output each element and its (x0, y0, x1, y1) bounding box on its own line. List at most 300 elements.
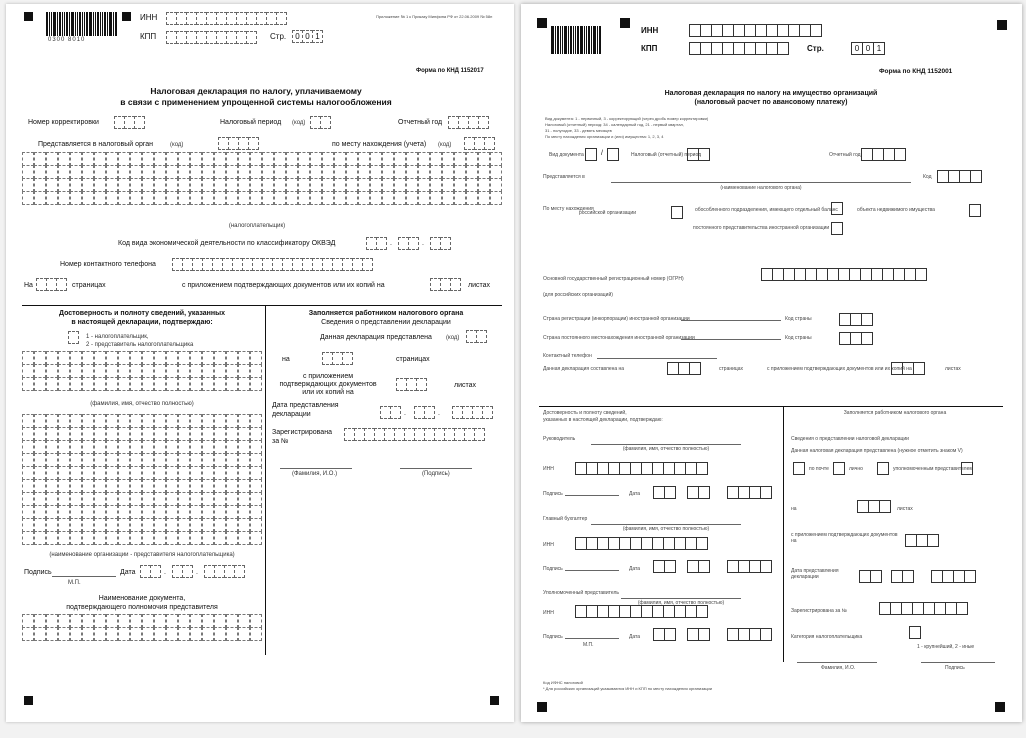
input-cell[interactable] (154, 492, 166, 506)
input-cell[interactable] (70, 414, 82, 428)
input-cell[interactable] (214, 377, 226, 391)
input-cell[interactable] (142, 165, 154, 179)
input-cell[interactable] (106, 518, 118, 532)
input-cell[interactable] (166, 466, 178, 480)
okved-cells-1[interactable] (366, 237, 386, 250)
input-cell[interactable] (202, 351, 214, 365)
input-cell[interactable] (214, 466, 226, 480)
input-cell[interactable] (182, 565, 193, 578)
input-cell[interactable] (106, 440, 118, 454)
input-cell[interactable] (58, 178, 70, 192)
input-cell[interactable] (130, 377, 142, 391)
input-cell[interactable] (94, 351, 106, 365)
input-cell[interactable] (94, 453, 106, 467)
input-cell[interactable] (178, 492, 190, 506)
input-cell[interactable] (190, 191, 202, 205)
input-cell[interactable] (250, 427, 262, 441)
input-cell[interactable] (130, 627, 142, 641)
input-cell[interactable] (94, 377, 106, 391)
input-cell[interactable] (34, 377, 46, 391)
input-cell[interactable] (902, 570, 914, 583)
signer-type-cell[interactable] (68, 331, 78, 344)
input-cell[interactable] (961, 462, 973, 475)
input-cell[interactable] (82, 377, 94, 391)
input-cell[interactable] (202, 377, 214, 391)
submission-date-year[interactable] (452, 406, 492, 419)
russian-org-checkbox[interactable] (671, 206, 682, 219)
input-cell[interactable] (394, 152, 406, 166)
input-cell[interactable] (166, 440, 178, 454)
real-estate-checkbox[interactable] (969, 204, 980, 217)
input-cell[interactable] (760, 628, 772, 641)
input-cell[interactable] (70, 351, 82, 365)
input-cell[interactable] (454, 165, 466, 179)
input-cell[interactable] (34, 531, 46, 545)
input-cell[interactable] (118, 178, 130, 192)
input-cell[interactable] (226, 165, 238, 179)
sheets-count-cells[interactable] (430, 278, 460, 291)
input-cell[interactable] (154, 152, 166, 166)
input-cell[interactable] (226, 191, 238, 205)
taxpayer-category-cell[interactable] (909, 626, 920, 639)
input-cell[interactable] (250, 453, 262, 467)
input-cell[interactable] (262, 165, 274, 179)
input-cell[interactable] (130, 453, 142, 467)
inn-cells[interactable] (166, 12, 286, 25)
submission-date-day[interactable] (380, 406, 400, 419)
input-cell[interactable] (334, 191, 346, 205)
accountant-inn-cells[interactable] (575, 537, 707, 550)
input-cell[interactable] (450, 278, 461, 291)
input-cell[interactable] (190, 351, 202, 365)
input-cell[interactable] (130, 492, 142, 506)
input-cell[interactable] (178, 627, 190, 641)
input-cell[interactable] (46, 531, 58, 545)
foreign-country-code-cells[interactable] (839, 313, 872, 326)
input-cell[interactable] (154, 191, 166, 205)
input-cell[interactable] (478, 152, 490, 166)
input-cell[interactable] (82, 351, 94, 365)
input-cell[interactable] (22, 453, 34, 467)
input-cell[interactable] (22, 479, 34, 493)
input-cell[interactable] (454, 191, 466, 205)
taxpayer-name-grid[interactable] (22, 152, 502, 204)
input-cell[interactable] (82, 427, 94, 441)
input-cell[interactable] (394, 178, 406, 192)
input-cell[interactable] (274, 165, 286, 179)
input-cell[interactable] (418, 191, 430, 205)
input-cell[interactable] (238, 427, 250, 441)
input-cell[interactable] (166, 518, 178, 532)
input-cell[interactable] (82, 364, 94, 378)
input-cell[interactable] (370, 178, 382, 192)
input-cell[interactable] (22, 614, 34, 628)
input-cell[interactable] (154, 427, 166, 441)
input-cell[interactable] (226, 364, 238, 378)
input-cell[interactable] (130, 191, 142, 205)
input-cell[interactable] (82, 505, 94, 519)
input-cell[interactable] (478, 165, 490, 179)
input-cell[interactable] (202, 440, 214, 454)
input-cell[interactable] (585, 148, 597, 161)
input-cell[interactable] (22, 178, 34, 192)
input-cell[interactable] (877, 462, 889, 475)
input-cell[interactable] (82, 466, 94, 480)
input-cell[interactable] (22, 492, 34, 506)
input-cell[interactable] (46, 377, 58, 391)
input-cell[interactable] (274, 191, 286, 205)
input-cell[interactable] (166, 453, 178, 467)
input-cell[interactable] (106, 351, 118, 365)
input-cell[interactable] (406, 152, 418, 166)
input-cell[interactable] (106, 178, 118, 192)
input-cell[interactable] (913, 362, 925, 375)
input-cell[interactable] (130, 351, 142, 365)
input-cell[interactable] (408, 237, 419, 250)
input-cell[interactable] (238, 466, 250, 480)
input-cell[interactable] (226, 440, 238, 454)
input-cell[interactable] (478, 178, 490, 192)
input-cell[interactable] (334, 165, 346, 179)
input-cell[interactable] (276, 12, 287, 25)
input-cell[interactable] (274, 178, 286, 192)
input-cell[interactable] (298, 191, 310, 205)
input-cell[interactable] (334, 178, 346, 192)
input-cell[interactable] (106, 377, 118, 391)
input-cell[interactable] (466, 191, 478, 205)
input-cell[interactable] (238, 492, 250, 506)
input-cell[interactable] (70, 614, 82, 628)
head-signature-line[interactable] (565, 495, 619, 496)
input-cell[interactable] (238, 152, 250, 166)
input-cell[interactable] (250, 440, 262, 454)
input-cell[interactable] (70, 165, 82, 179)
input-cell[interactable] (106, 191, 118, 205)
input-cell[interactable] (915, 268, 927, 281)
input-cell[interactable] (346, 178, 358, 192)
pages-count-cells[interactable] (667, 362, 700, 375)
input-cell[interactable] (154, 453, 166, 467)
input-cell[interactable] (34, 414, 46, 428)
in-person-checkbox[interactable] (833, 462, 844, 475)
input-cell[interactable] (418, 152, 430, 166)
input-cell[interactable] (34, 627, 46, 641)
input-cell[interactable] (154, 531, 166, 545)
input-cell[interactable] (214, 152, 226, 166)
input-cell[interactable] (250, 518, 262, 532)
input-cell[interactable] (226, 531, 238, 545)
input-cell[interactable] (34, 479, 46, 493)
input-cell[interactable] (238, 191, 250, 205)
input-cell[interactable] (22, 440, 34, 454)
input-cell[interactable] (94, 614, 106, 628)
input-cell[interactable] (202, 627, 214, 641)
input-cell[interactable] (154, 466, 166, 480)
input-cell[interactable] (58, 466, 70, 480)
input-cell[interactable] (118, 191, 130, 205)
input-cell[interactable] (970, 170, 982, 183)
tax-authority-cells[interactable] (218, 137, 258, 150)
input-cell[interactable] (106, 165, 118, 179)
input-cell[interactable] (214, 453, 226, 467)
permanent-rep-country-line[interactable] (681, 339, 781, 340)
input-cell[interactable] (82, 440, 94, 454)
input-cell[interactable] (166, 152, 178, 166)
input-cell[interactable] (34, 152, 46, 166)
input-cell[interactable] (134, 116, 145, 129)
input-cell[interactable] (262, 191, 274, 205)
input-cell[interactable] (358, 191, 370, 205)
input-cell[interactable] (94, 518, 106, 532)
input-cell[interactable] (190, 152, 202, 166)
input-cell[interactable] (190, 614, 202, 628)
input-cell[interactable] (214, 492, 226, 506)
input-cell[interactable] (250, 191, 262, 205)
input-cell[interactable] (793, 462, 805, 475)
input-cell[interactable] (166, 178, 178, 192)
input-cell[interactable] (106, 152, 118, 166)
input-cell[interactable] (250, 152, 262, 166)
submission-date-month[interactable] (414, 406, 434, 419)
input-cell[interactable] (298, 152, 310, 166)
input-cell[interactable] (142, 531, 154, 545)
input-cell[interactable] (430, 165, 442, 179)
input-cell[interactable] (476, 330, 487, 343)
officer-sheets-cells[interactable] (396, 378, 426, 391)
rep-signature-line[interactable] (565, 638, 619, 639)
input-cell[interactable] (484, 137, 495, 150)
input-cell[interactable] (106, 466, 118, 480)
submission-method-cells[interactable] (466, 330, 486, 343)
input-cell[interactable] (490, 191, 502, 205)
input-cell[interactable] (118, 479, 130, 493)
input-cell[interactable] (178, 614, 190, 628)
input-cell[interactable] (334, 152, 346, 166)
input-cell[interactable] (214, 518, 226, 532)
input-cell[interactable] (390, 406, 401, 419)
input-cell[interactable] (70, 364, 82, 378)
input-cell[interactable] (382, 178, 394, 192)
input-cell[interactable] (130, 152, 142, 166)
input-cell[interactable] (94, 427, 106, 441)
input-cell[interactable] (118, 518, 130, 532)
input-cell[interactable] (58, 627, 70, 641)
input-cell[interactable] (34, 427, 46, 441)
input-cell[interactable] (346, 165, 358, 179)
rep-name-line[interactable] (621, 598, 741, 599)
input-cell[interactable] (56, 278, 67, 291)
input-cell[interactable] (130, 466, 142, 480)
input-cell[interactable] (238, 627, 250, 641)
input-cell[interactable] (22, 466, 34, 480)
input-cell[interactable] (34, 518, 46, 532)
input-cell[interactable] (150, 565, 161, 578)
input-cell[interactable] (70, 178, 82, 192)
input-cell[interactable] (760, 486, 772, 499)
officer-signature-line[interactable] (921, 662, 995, 663)
input-cell[interactable] (106, 427, 118, 441)
input-cell[interactable] (130, 479, 142, 493)
input-cell[interactable] (466, 152, 478, 166)
input-cell[interactable] (178, 165, 190, 179)
input-cell[interactable] (250, 505, 262, 519)
tax-period-cells[interactable] (687, 148, 709, 161)
signer-fio-grid[interactable] (22, 351, 262, 390)
input-cell[interactable] (142, 152, 154, 166)
input-cell[interactable] (226, 466, 238, 480)
input-cell[interactable] (70, 531, 82, 545)
input-cell[interactable] (664, 560, 676, 573)
input-cell[interactable] (154, 479, 166, 493)
input-cell[interactable] (94, 414, 106, 428)
kpp-cells[interactable] (166, 31, 256, 44)
officer-signature-line[interactable] (400, 468, 472, 469)
input-cell[interactable] (154, 351, 166, 365)
input-cell[interactable] (214, 364, 226, 378)
permanent-rep-checkbox[interactable] (831, 222, 842, 235)
input-cell[interactable] (130, 427, 142, 441)
input-cell[interactable] (82, 492, 94, 506)
input-cell[interactable] (202, 414, 214, 428)
correction-cells[interactable] (607, 148, 618, 161)
input-cell[interactable] (671, 206, 683, 219)
input-cell[interactable] (250, 351, 262, 365)
input-cell[interactable] (226, 505, 238, 519)
input-cell[interactable] (118, 440, 130, 454)
input-cell[interactable] (406, 178, 418, 192)
input-cell[interactable] (382, 191, 394, 205)
input-cell[interactable] (214, 165, 226, 179)
input-cell[interactable] (166, 505, 178, 519)
input-cell[interactable] (130, 531, 142, 545)
input-cell[interactable] (46, 614, 58, 628)
input-cell[interactable] (106, 453, 118, 467)
input-cell[interactable] (226, 492, 238, 506)
input-cell[interactable] (22, 414, 34, 428)
input-cell[interactable] (190, 466, 202, 480)
input-cell[interactable] (322, 152, 334, 166)
input-cell[interactable] (370, 165, 382, 179)
registration-number-cells[interactable] (344, 428, 484, 441)
input-cell[interactable] (154, 364, 166, 378)
separate-unit-checkbox[interactable] (831, 202, 842, 215)
input-cell[interactable] (94, 152, 106, 166)
input-cell[interactable] (118, 351, 130, 365)
input-cell[interactable] (118, 165, 130, 179)
input-cell[interactable] (58, 505, 70, 519)
input-cell[interactable] (202, 505, 214, 519)
input-cell[interactable] (106, 492, 118, 506)
input-cell[interactable] (166, 479, 178, 493)
input-cell[interactable] (190, 453, 202, 467)
input-cell[interactable] (346, 152, 358, 166)
input-cell[interactable] (238, 440, 250, 454)
input-cell[interactable] (214, 531, 226, 545)
input-cell[interactable] (34, 505, 46, 519)
input-cell[interactable] (46, 627, 58, 641)
input-cell[interactable] (202, 191, 214, 205)
input-cell[interactable] (118, 505, 130, 519)
input-cell[interactable] (58, 364, 70, 378)
input-cell[interactable] (286, 152, 298, 166)
input-cell[interactable] (248, 137, 259, 150)
input-cell[interactable] (202, 364, 214, 378)
input-cell[interactable] (810, 24, 822, 37)
authority-code-cells[interactable] (937, 170, 981, 183)
input-cell[interactable] (70, 492, 82, 506)
input-cell[interactable] (154, 614, 166, 628)
input-cell[interactable] (214, 614, 226, 628)
input-cell[interactable] (298, 165, 310, 179)
input-cell[interactable] (250, 531, 262, 545)
receipt-date-day[interactable] (859, 570, 881, 583)
input-cell[interactable] (406, 165, 418, 179)
input-cell[interactable] (238, 364, 250, 378)
input-cell[interactable] (142, 492, 154, 506)
input-cell[interactable] (226, 427, 238, 441)
input-cell[interactable] (430, 178, 442, 192)
input-cell[interactable] (166, 364, 178, 378)
input-cell[interactable] (454, 178, 466, 192)
input-cell[interactable] (190, 440, 202, 454)
rep-date-day[interactable] (653, 628, 675, 641)
input-cell[interactable] (22, 377, 34, 391)
input-cell[interactable] (82, 152, 94, 166)
input-cell[interactable] (34, 614, 46, 628)
input-cell[interactable] (106, 627, 118, 641)
phone-cells[interactable] (172, 258, 372, 271)
input-cell[interactable] (46, 364, 58, 378)
input-cell[interactable] (70, 453, 82, 467)
input-cell[interactable] (234, 565, 245, 578)
tax-period-cells[interactable] (310, 116, 330, 129)
accountant-name-line[interactable] (591, 524, 741, 525)
input-cell[interactable] (831, 202, 843, 215)
input-cell[interactable] (696, 462, 708, 475)
input-cell[interactable] (322, 191, 334, 205)
input-cell[interactable] (238, 505, 250, 519)
input-cell[interactable] (166, 627, 178, 641)
input-cell[interactable] (358, 152, 370, 166)
input-cell[interactable] (178, 479, 190, 493)
input-cell[interactable] (154, 377, 166, 391)
input-cell[interactable] (106, 479, 118, 493)
input-cell[interactable] (46, 492, 58, 506)
input-cell[interactable] (226, 351, 238, 365)
inn-cells[interactable] (689, 24, 821, 37)
input-cell[interactable] (250, 178, 262, 192)
input-cell[interactable] (202, 152, 214, 166)
input-cell[interactable] (178, 427, 190, 441)
authority-name-line[interactable] (611, 182, 911, 183)
input-cell[interactable] (166, 191, 178, 205)
accountant-date-year[interactable] (727, 560, 771, 573)
input-cell[interactable] (250, 165, 262, 179)
input-cell[interactable] (214, 191, 226, 205)
input-cell[interactable] (698, 148, 710, 161)
officer-attachments-cells[interactable] (905, 534, 938, 547)
input-cell[interactable] (226, 414, 238, 428)
input-cell[interactable] (94, 364, 106, 378)
input-cell[interactable] (154, 178, 166, 192)
accountant-signature-line[interactable] (565, 570, 619, 571)
input-cell[interactable] (190, 492, 202, 506)
rep-date-year[interactable] (727, 628, 771, 641)
input-cell[interactable] (34, 364, 46, 378)
input-cell[interactable] (58, 440, 70, 454)
input-cell[interactable] (94, 466, 106, 480)
head-inn-cells[interactable] (575, 462, 707, 475)
